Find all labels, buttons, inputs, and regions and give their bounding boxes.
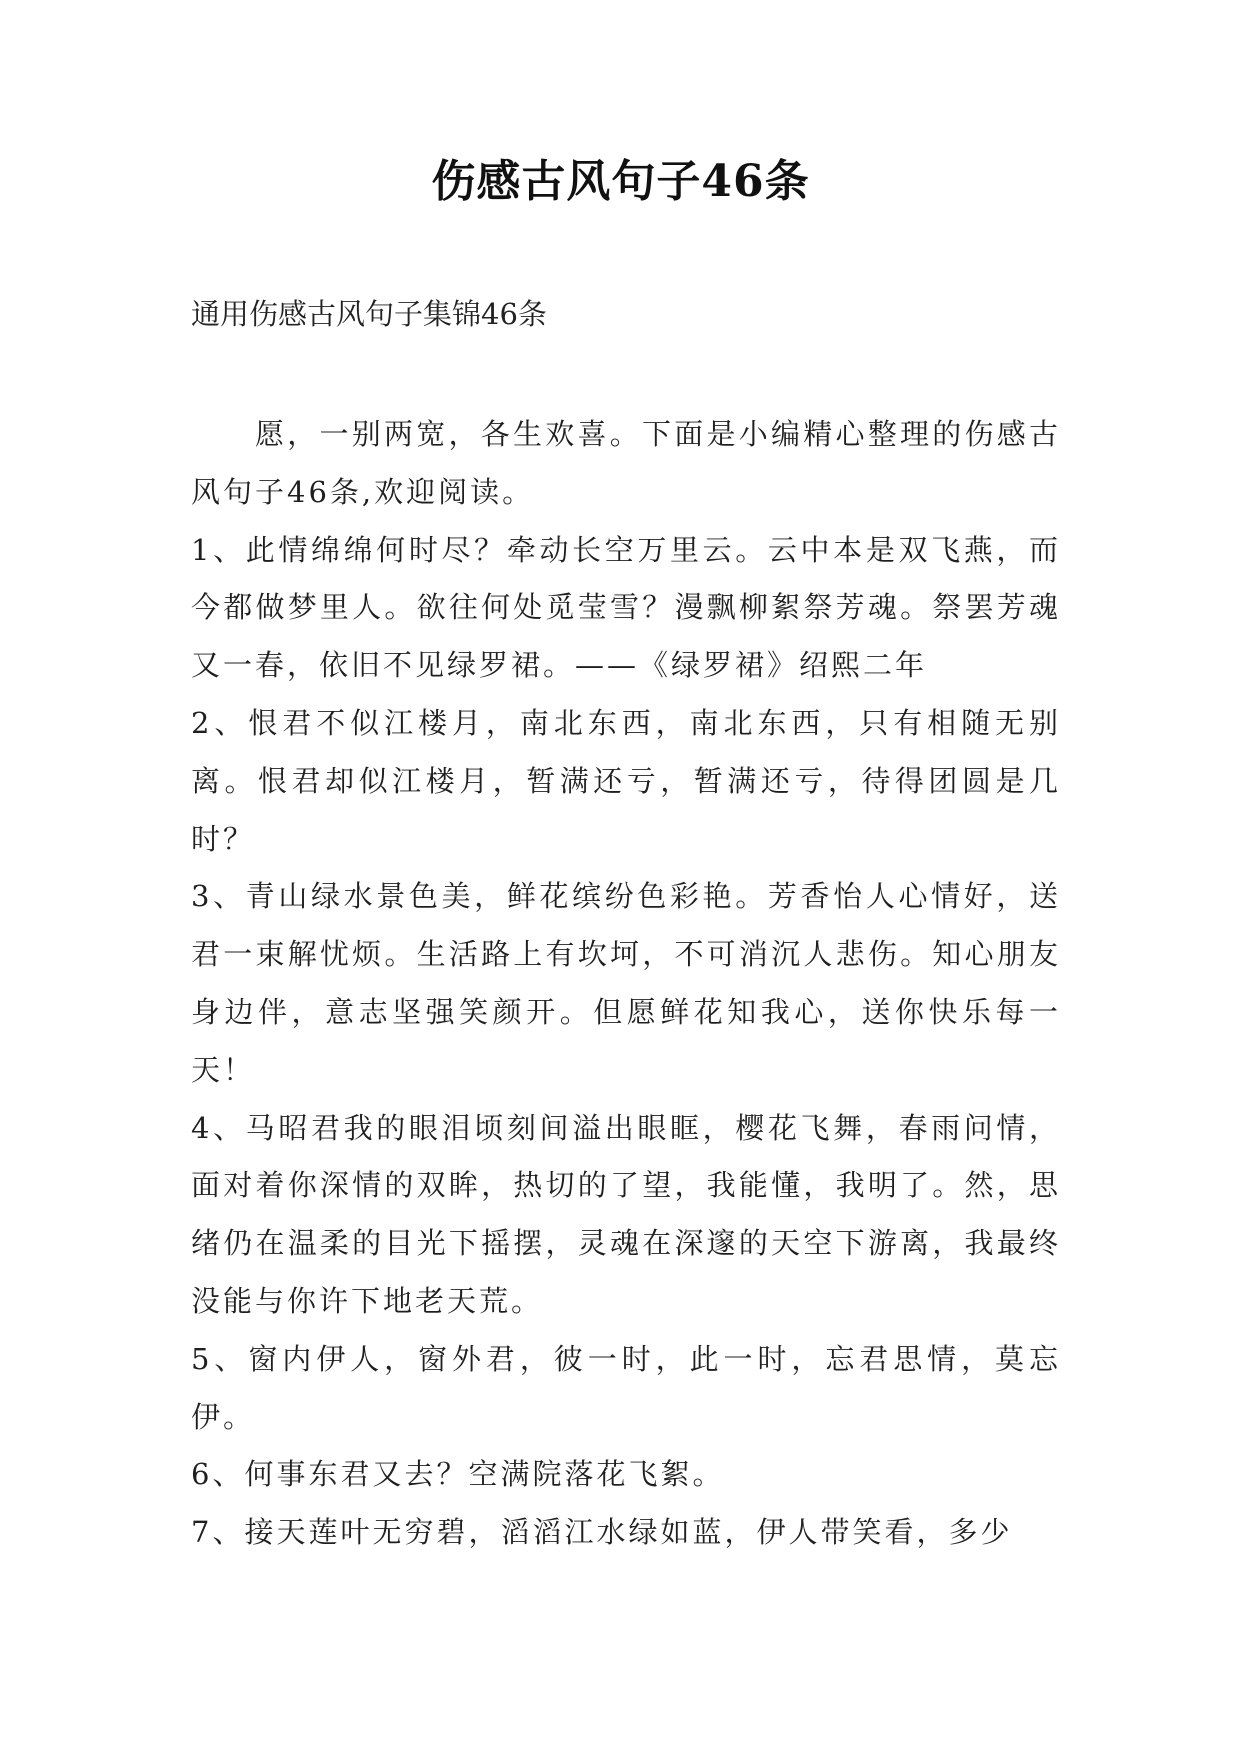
list-item-4: 4、马昭君我的眼泪顷刻间溢出眼眶，樱花飞舞，春雨问情，面对着你深情的双眸，热切的了望，我能懂，我明了。然，思绪仍在温柔的目光下摇摆，灵魂在深邃的天空下游离，我最终没能与你许下地老天荒。 <box>191 1110 1061 1318</box>
document-body <box>191 406 1061 1562</box>
list-item-3: 3、青山绿水景色美，鲜花缤纷色彩艳。芳香怡人心情好，送君一束解忧烦。生活路上有坎坷，不可消沉人悲伤。知心朋友身边伴，意志坚强笑颜开。但愿鲜花知我心，送你快乐每一天！ <box>191 879 1061 1087</box>
document-subtitle: 通用伤感古风句子集锦46条 <box>191 297 547 331</box>
list-item-6: 6、何事东君又去？空满院落花飞絮。 <box>191 1457 725 1492</box>
document-title: 伤感古风句子46条 <box>431 156 810 207</box>
list-item-1: 1、此情绵绵何时尽？牵动长空万里云。云中本是双飞燕，而今都做梦里人。欲往何处觅莹雪？漫飘柳絮祭芳魂。祭罢芳魂又一春，依旧不见绿罗裙。——《绿罗裙》绍熙二年 <box>191 532 1061 683</box>
list-item-7: 7、接天莲叶无穷碧，滔滔江水绿如蓝，伊人带笑看，多少 <box>191 1515 1013 1550</box>
list-item-5: 5、窗内伊人，窗外君，彼一时，此一时，忘君思情，莫忘伊。 <box>191 1341 1061 1434</box>
intro-paragraph: 愿，一别两宽，各生欢喜。下面是小编精心整理的伤感古风句子46条,欢迎阅读。 <box>191 417 1061 509</box>
list-item-2: 2、恨君不似江楼月，南北东西，南北东西，只有相随无别离。恨君却似江楼月，暂满还亏，暂满还亏，待得团圆是几时？ <box>191 705 1061 856</box>
